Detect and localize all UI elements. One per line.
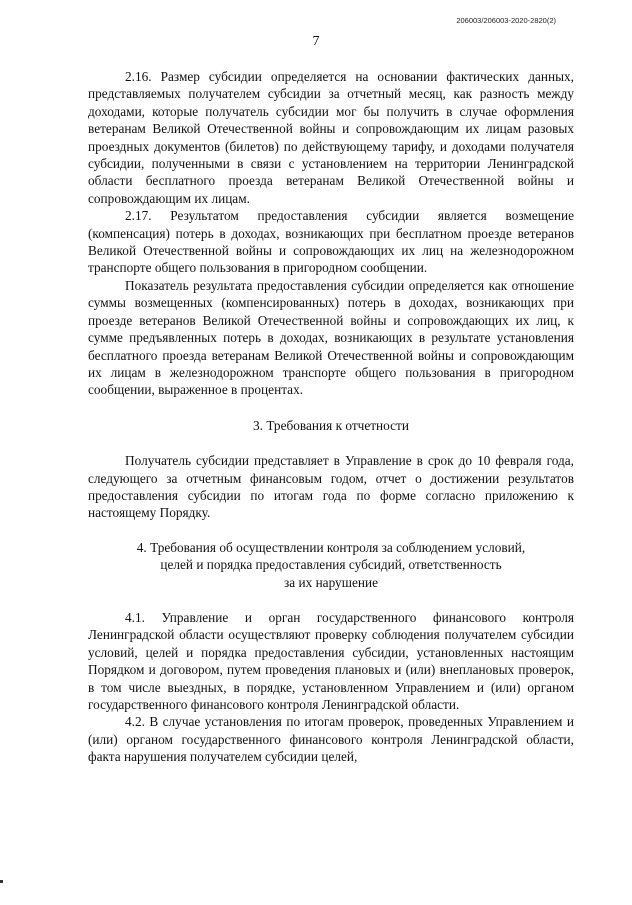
section-4-title-line1: 4. Требования об осуществлении контроля за соблюдением условий,: [136, 539, 526, 555]
paragraph-result-indicator: Показатель результата предоставления субсидии определяется как отношение суммы возмещенных (компенсированных) потерь в доходах, возникающих при проезде ветеранов Великой Отечественной войны и сопровождающих их лиц, к сумме предъявленных потерь в доходах, возникающих в результате установления бесплатного проезда ветеранам Великой Отечественной войны и сопровождающим их лицам в железнодорожном транспорте общего пользования в пригородном сообщении, выраженное в процентах.: [88, 277, 574, 398]
paragraph-4-2: 4.2. В случае установления по итогам проверок, проведенных Управлением и (или) органом государственного финансового контроля Ленинградской области, факта нарушения получателем субсидии целей,: [88, 714, 574, 765]
section-4-title-line3: за их нарушение: [284, 574, 378, 590]
paragraph-4-1: 4.1. Управление и орган государственного финансового контроля Ленинградской области осуществляют проверку соблюдения получателем субсидии условий, целей и порядка предоставления субсидии, установленных настоящим Порядком и договором, путем проведения плановых и (или) внеплановых проверок, в том числе выездных, в порядке, установленном Управлением и (или) органом государственного финансового контроля Ленинградской области.: [88, 609, 574, 712]
document-body: [88, 68, 574, 766]
scan-mark: [0, 880, 3, 883]
section-3-paragraph: Получатель субсидии представляет в Управление в срок до 10 февраля года, следующего за отчетным финансовым годом, отчет о достижении результатов предоставления субсидии по итогам года по форме согласно приложению к настоящему Порядку.: [88, 453, 574, 521]
paragraph-2-17: 2.17. Результатом предоставления субсидии является возмещение (компенсация) потерь в доходах, возникающих при бесплатном проезде ветеранов Великой Отечественной войны и сопровождающих их лиц на железнодорожном транспорте общего пользования в пригородном сообщении.: [88, 208, 574, 276]
section-4-title-line2: целей и порядка предоставления субсидий, ответственность: [160, 557, 502, 573]
section-3-title: 3. Требования к отчетности: [253, 417, 409, 433]
paragraph-2-16: 2.16. Размер субсидии определяется на основании фактических данных, представляемых получателем субсидии за отчетный месяц, как разность между доходами, которые получатель субсидии мог бы получить в случае оформления ветеранам Великой Отечественной войны и сопровождающим их лицам разовых проездных документов (билетов) по действующему тарифу, и доходами получателя субсидии, полученными в связи с установлением на территории Ленинградской области бесплатного проезда ветеранам Великой Отечественной войны и сопровождающим их лицам.: [88, 69, 574, 206]
document-id: 206003/206003-2020-2820(2): [456, 16, 556, 25]
page-number: 7: [312, 34, 320, 49]
